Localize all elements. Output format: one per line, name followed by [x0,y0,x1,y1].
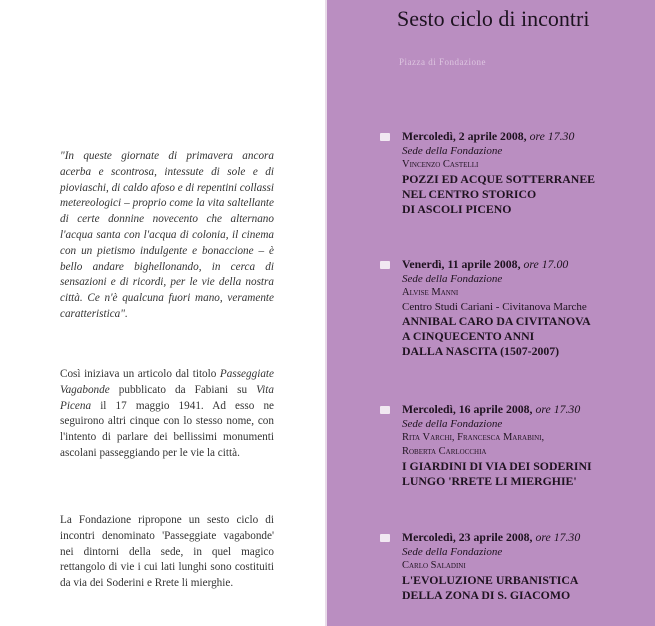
bullet-icon [380,133,390,141]
event-time: ore 17.00 [523,257,569,271]
event-time: ore 17.30 [535,402,581,416]
journal-name: Vita Picena [60,383,274,412]
event-venue: Sede della Fondazione [402,546,503,558]
event-organization: Centro Studi Cariani - Civitanova Marche [402,301,587,313]
history-paragraph [60,367,274,462]
event-item [380,129,655,217]
event-title-line: I GIARDINI DI VIA DEI SODERINI [402,459,592,473]
event-title-line: DALLA NASCITA (1507-2007) [402,344,560,358]
event-speaker: Alvise Manni [402,287,459,298]
event-date: Mercoledì, 23 aprile 2008, ore 17.30 [402,530,581,544]
left-column [0,0,327,626]
event-title-line: LUNGO 'RRETE LI MIERGHIE' [402,474,577,488]
event-item [380,402,655,489]
series-title: Passeggiate Vagabonde [60,368,274,396]
event-date: Venerdì, 11 aprile 2008, ore 17.00 [402,257,569,271]
event-title-line: L'EVOLUZIONE URBANISTICA [402,573,579,587]
foundation-paragraph: La Fondazione ripropone un sesto ciclo di incontri denominato 'Passeggiate vagabonde' nei dintorni della sede, in quel magico rettangolo di vie i cui lati lunghi sono costituiti da via dei Soderini e Rrete li mierghie. [60,514,274,590]
event-time: ore 17.30 [529,129,575,143]
event-title-line: DI ASCOLI PICENO [402,202,512,216]
event-title-line: POZZI ED ACQUE SOTTERRANEE [402,172,596,186]
history-text-b: pubblicato da Fabiani su [109,383,257,396]
section-title: Sesto ciclo di incontri [397,6,590,31]
bullet-icon [380,261,390,269]
history-text-a: Così iniziava un articolo dal titolo [60,368,220,380]
event-title-line: NEL CENTRO STORICO [402,187,537,201]
history-text-c: il 17 maggio 1941. Ad esso ne seguirono altri cinque con lo stesso nome, con l'intento di parlare dei bellissimi monumenti ascolani passeggiando per le vie la città. [60,399,274,459]
event-time: ore 17.30 [535,530,581,544]
event-venue: Sede della Fondazione [402,145,503,157]
bullet-icon [380,534,390,542]
event-date: Mercoledì, 2 aprile 2008, ore 17.30 [402,129,575,143]
event-item [380,257,655,359]
intro-quote: "In queste giornate di primavera ancora acerba e scontrosa, intessute di sole e di pioviaschi, di caldo afoso e di repentini collassi metereologici – proprio come la vita saltellante di certe donnine novecento che alternano l'acqua santa con l'acqua di colonia, il cinema con un pietismo indulgente e bonaccione – è bello andare bighellonando, in cerca di sensazioni e di ricordi, per le vie della nostra città. Ce n'è qualcuna fuori mano, veramente caratteristica". [60,150,274,320]
event-venue: Sede della Fondazione [402,273,503,285]
event-item [380,530,655,603]
section-subtitle: Piazza di Fondazione [399,57,486,67]
event-speaker: Roberta Carlocchia [402,446,487,457]
event-title-line: DELLA ZONA DI S. GIACOMO [402,588,571,602]
event-venue: Sede della Fondazione [402,418,503,430]
event-date: Mercoledì, 16 aprile 2008, ore 17.30 [402,402,581,416]
event-speaker: Rita Varchi, Francesca Marabini, [402,432,545,443]
event-title-line: A CINQUECENTO ANNI [402,329,535,343]
bullet-icon [380,406,390,414]
event-title-line: ANNIBAL CARO DA CIVITANOVA [402,314,591,328]
event-speaker: Vincenzo Castelli [402,159,479,170]
event-speaker: Carlo Saladini [402,560,466,571]
